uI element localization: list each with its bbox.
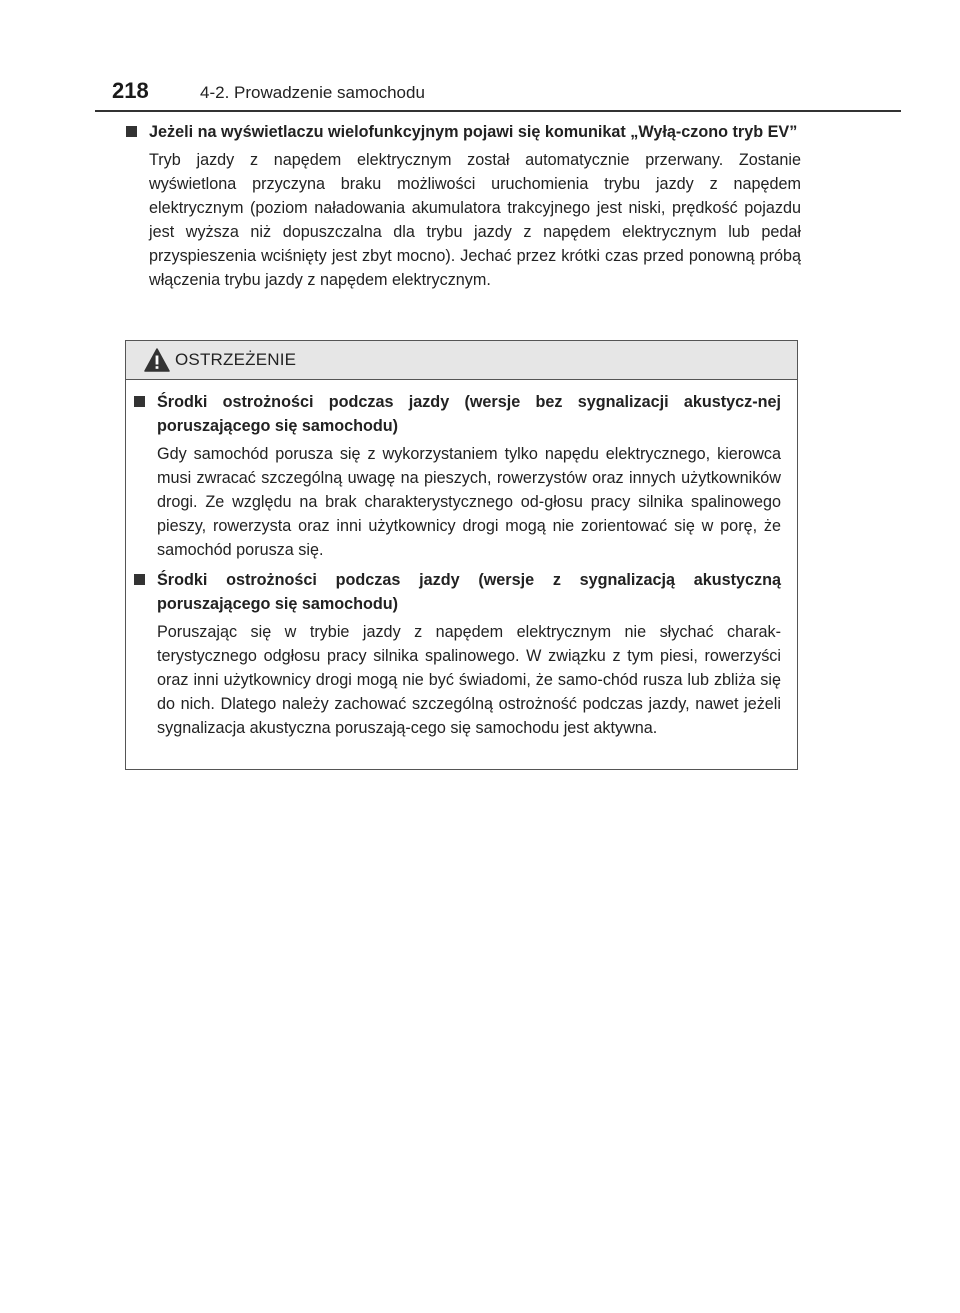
info-item-heading: Jeżeli na wyświetlaczu wielofunkcyjnym pojawi się komunikat „Wyłą-czono tryb EV” [149, 123, 798, 141]
info-item [125, 120, 801, 292]
square-bullet-icon [134, 574, 145, 585]
warning-triangle-icon [144, 348, 170, 372]
page-number: 218 [112, 78, 149, 103]
warning-item-body: Gdy samochód porusza się z wykorzystaniem tylko napędu elektrycznego, kierowca musi zwracać szczególną uwagę na pieszych, rowerzystów oraz innych użytkowników drogi. Ze względu na brak charakterystycznego od-głosu pracy silnika spalinowego pieszy, rowerzysta oraz inni użytkownicy drogi mogą nie zorientować się w porę, że samochód porusza się. [157, 445, 781, 559]
square-bullet-icon [126, 126, 137, 137]
warning-item [133, 390, 781, 562]
header-divider [95, 110, 901, 112]
section-title: 4-2. Prowadzenie samochodu [200, 83, 425, 102]
info-item-body: Tryb jazdy z napędem elektrycznym został automatycznie przerwany. Zostanie wyświetlona przyczyna braku możliwości uruchomienia trybu jazdy z napędem elektrycznym (poziom naładowania akumulatora trakcyjnego jest niski, prędkość pojazdu jest wyższa niż dopuszczalna dla trybu jazdy z napędem elektrycznym lub pedał przyspieszenia wciśnięty jest zbyt mocno). Jechać przez krótki czas przed ponowną próbą włączenia trybu jazdy z napędem elektrycznym. [149, 151, 801, 289]
warning-content [126, 380, 797, 740]
page-header [0, 78, 960, 114]
warning-item [133, 568, 781, 740]
warning-box [125, 340, 798, 770]
warning-item-heading: Środki ostrożności podczas jazdy (wersje z sygnalizacją akustyczną poruszającego się samochodu) [157, 571, 781, 613]
warning-item-heading: Środki ostrożności podczas jazdy (wersje bez sygnalizacji akustycz-nej poruszającego się samochodu) [157, 393, 781, 435]
warning-item-body: Poruszając się w trybie jazdy z napędem elektrycznym nie słychać charak-terystycznego odgłosu pracy silnika spalinowego. W związku z tym piesi, rowerzyści oraz inni użytkownicy drogi mogą nie być świadomi, że samo-chód rusza lub zbliża się do nich. Dlatego należy zachować szczególną ostrożność podczas jazdy, nawet jeżeli sygnalizacja akustyczna poruszają-cego się samochodu jest aktywna. [157, 623, 781, 737]
main-content [125, 120, 801, 292]
warning-title: OSTRZEŻENIE [175, 350, 297, 369]
warning-header [126, 341, 797, 380]
square-bullet-icon [134, 396, 145, 407]
